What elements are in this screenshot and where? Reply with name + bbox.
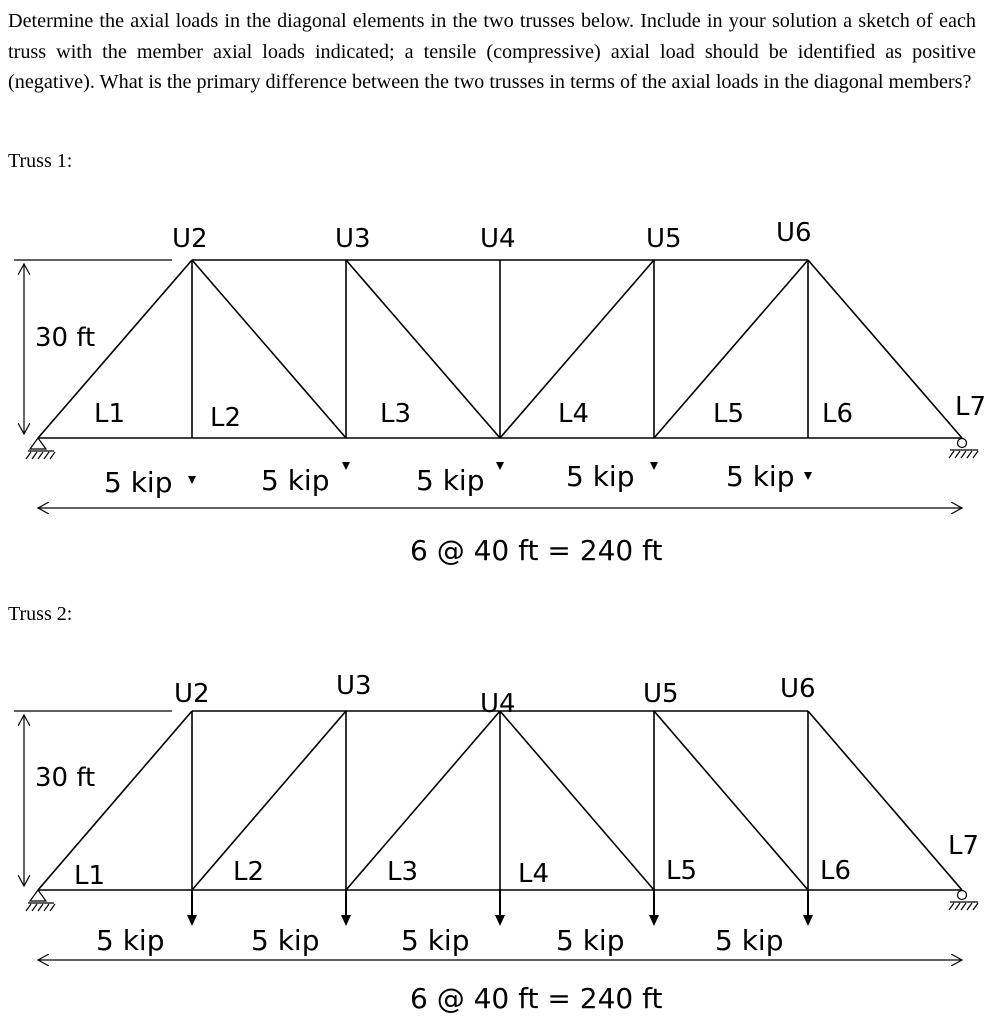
problem-statement: Determine the axial loads in the diagonal elements in the two trusses below. Include in your solution a sketch of each truss with the member axial loads indicated; a tensile (compressive) axial load should be identified as positive (negative). What is the primary difference between the two trusses in terms of the axial loads in the diagonal members?	[8, 10, 976, 93]
truss1-node-U3: U3	[335, 224, 371, 254]
truss2-diagonal-L2-U3	[192, 711, 346, 890]
truss2-span-label: 6 @ 40 ft = 240 ft	[410, 982, 663, 1015]
truss2-node-L1: L1	[74, 861, 106, 891]
truss2-node-U3: U3	[336, 671, 372, 701]
truss1-node-L4: L4	[558, 399, 590, 429]
truss2-roller-support	[949, 891, 978, 911]
truss2-node-L7: L7	[948, 831, 980, 861]
truss1-node-U4: U4	[480, 224, 516, 254]
truss1-load-L3: 5 kip	[261, 464, 330, 497]
truss2-node-L4: L4	[518, 859, 550, 889]
truss2-height-label: 30 ft	[35, 763, 96, 793]
truss2-pin-support	[26, 890, 55, 911]
truss2-load-arrow-L5	[649, 890, 659, 926]
truss1-load-L2: 5 kip	[104, 466, 173, 499]
truss1	[14, 218, 986, 567]
truss2-load-L3: 5 kip	[251, 924, 320, 957]
truss2-load-L4: 5 kip	[401, 924, 470, 957]
truss1-node-L7: L7	[955, 392, 987, 422]
truss1-pin-support	[26, 438, 55, 459]
truss1-span-label: 6 @ 40 ft = 240 ft	[410, 534, 663, 567]
truss1-load-L4: 5 kip	[416, 464, 485, 497]
truss2-title: Truss 2:	[8, 603, 73, 625]
truss1-node-U6: U6	[776, 218, 812, 248]
truss2-load-arrow-L2	[187, 890, 197, 926]
truss2-load-L6: 5 kip	[715, 924, 784, 957]
truss1-node-L3: L3	[380, 399, 412, 429]
truss1-load-arrow-L3	[342, 462, 350, 470]
truss1-load-arrow-L6	[804, 472, 812, 480]
truss2	[14, 671, 979, 1015]
truss2-load-L5: 5 kip	[556, 924, 625, 957]
truss1-load-arrow-L2	[188, 476, 196, 484]
truss2-member-L1-U2	[38, 711, 192, 890]
truss2-load-arrow-L4	[495, 890, 505, 926]
truss1-node-U5: U5	[646, 224, 682, 254]
truss2-load-arrow-L3	[341, 890, 351, 926]
truss1-title: Truss 1:	[8, 150, 73, 172]
truss2-load-arrow-L6	[803, 890, 813, 926]
truss1-node-L5: L5	[713, 399, 745, 429]
truss2-node-L3: L3	[387, 857, 419, 887]
truss1-roller-support	[949, 439, 978, 459]
truss2-node-L2: L2	[233, 857, 265, 887]
truss2-node-L5: L5	[666, 856, 698, 886]
truss2-node-U2: U2	[174, 679, 210, 709]
truss1-load-L5: 5 kip	[566, 460, 635, 493]
truss1-diagonal-U3-L4	[346, 260, 500, 438]
truss1-node-L1: L1	[94, 399, 126, 429]
truss2-node-U6: U6	[780, 674, 816, 704]
truss1-load-L6: 5 kip	[726, 460, 795, 493]
truss2-node-U4: U4	[480, 689, 516, 719]
truss1-node-L2: L2	[210, 403, 242, 433]
truss2-load-L2: 5 kip	[96, 924, 165, 957]
truss1-load-arrow-L4	[496, 462, 504, 470]
truss1-load-arrow-L5	[650, 462, 658, 470]
truss1-node-U2: U2	[172, 224, 208, 254]
truss1-height-label: 30 ft	[35, 323, 96, 353]
truss2-diagonal-L3-U4	[346, 711, 500, 890]
truss1-node-L6: L6	[822, 399, 854, 429]
truss2-node-U5: U5	[643, 679, 679, 709]
truss2-node-L6: L6	[820, 856, 852, 886]
